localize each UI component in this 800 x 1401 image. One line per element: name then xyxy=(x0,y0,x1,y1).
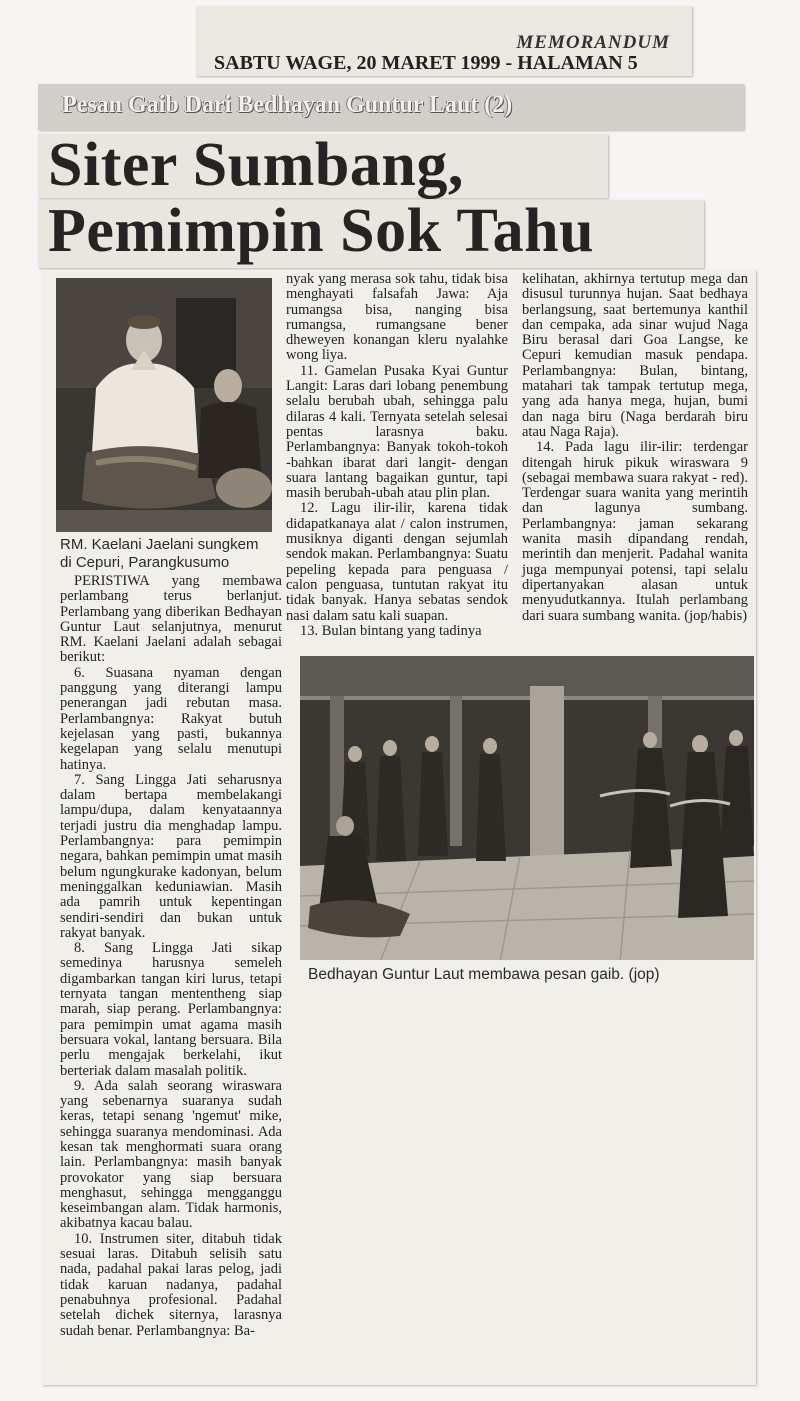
headline-line-2: Pemimpin Sok Tahu xyxy=(48,197,595,265)
paragraph: PERISTIWA yang membawa perlambang terus berlanjut. Perlambang yang diberikan Bedhayan Guntur Laut selanjutnya, menurut RM. Kaelani Jaelani adalah sebagai berikut: xyxy=(60,573,282,666)
paragraph: 7. Sang Lingga Jati seharusnya dalam bertapa membelakangi lampu/dupa, dalam kenyataannya terjadi justru dia menghadap lampu. Perlambangnya: para pemimpin negara, bahkan pemimpin umat masih belum ngungkurake kadonyan, belum meninggalkan keduniawian. Masih ada pamrih untuk kepentingan sendiri-sendiri dan bukan untuk rakyat banyak. xyxy=(60,771,282,941)
paragraph: 9. Ada salah seorang wiraswara yang sebenarnya suaranya sudah keras, tetapi senang 'ngemut' mike, sehingga suaranya mendominasi. Ada kesan tak menghormati suara orang lain. Perlambangnya: masih banyak provokator yang siap bersuara menghasut, sehingga mengganggu keseimbangan alam. Tidak harmonis, akibatnya kacau balau. xyxy=(60,1077,282,1232)
photo-bedhayan-dancers xyxy=(300,656,754,962)
paragraph: nyak yang merasa sok tahu, tidak bisa menghayati falsafah Jawa: Aja rumangsa bisa, nanging bisa rumangsa, rumangsane bener dheweyen konangan kleru nyalahke wong liya. xyxy=(286,271,508,364)
paragraph: 13. Bulan bintang yang tadinya xyxy=(300,622,482,639)
paragraph: 12. Lagu ilir-ilir, karena tidak didapatkanaya alat / calon instrumen, musiknya diganti dengan sejumlah sendok makan. Perlambangnya: Suatu pepeling kepada para penguasa / calon penguasa, tuntutan rakyat itu tidak banyak. Hanya sebatas sendok nasi dalam satu kali suapan. xyxy=(286,500,508,624)
photo-left-caption-line-1: RM. Kaelani Jaelani sungkem xyxy=(60,536,259,553)
photo-left-caption xyxy=(60,536,258,572)
newspaper-name: MEMORANDUM xyxy=(516,32,670,53)
kicker-title: Pesan Gaib Dari Bedhayan Guntur Laut (2) xyxy=(62,92,513,118)
paragraph: 14. Pada lagu ilir-ilir: terdengar ditengah hiruk pikuk wiraswara 9 (sebagai membawa suara rakyat - red). Terdengar suara wanita yang merintih dan lagunya sumbang. Perlambangnya: jaman sekarang wanita masih dipandang rendah, merintih dan menjerit. Padahal wanita juga mempunyai potensi, tapi selalu dipertanyakan alasan untuk menyudutkannya. Itulah perlambang dari suara sumbang wanita. (jop/habis) xyxy=(522,439,748,624)
headline-line-1: Siter Sumbang, xyxy=(48,131,464,199)
photo-kaelani-sungkem xyxy=(56,278,272,532)
photo-left-caption-line-2: di Cepuri, Parangkusumo xyxy=(60,554,230,571)
paragraph: 6. Suasana nyaman dengan panggung yang diterangi lampu penerangan jadi rebutan masa. Perlambangnya: Rakyat butuh kejelasan yang pasti, bukannya kegelapan yang selalu menutupi hatinya. xyxy=(60,664,282,773)
photo-right-caption: Bedhayan Guntur Laut membawa pesan gaib. (jop) xyxy=(308,966,660,983)
masthead-clipping xyxy=(196,6,692,76)
paragraph: 8. Sang Lingga Jati sikap semedinya harusnya semeleh digambarkan tangan kiri lurus, tetapi ternyata tangan mententheng siap marah, siap perang. Perlambangnya: para pemimpin umat agama masih bersuara vokal, lantang bersuara. Bila perlu mengajak berkelahi, ikut berteriak dalam masalah politik. xyxy=(60,940,282,1079)
kicker-banner xyxy=(38,84,744,130)
headline-line-1-clipping xyxy=(38,131,608,199)
article-column-1 xyxy=(60,574,282,1339)
article-column-2 xyxy=(286,272,508,639)
dateline: SABTU WAGE, 20 MARET 1999 - HALAMAN 5 xyxy=(214,52,638,74)
paragraph: 11. Gamelan Pusaka Kyai Guntur Langit: Laras dari lobang penembung selalu berubah ubah, sehingga palu dilaras 4 kali. Ternyata setelah selesai pentas larasnya baku. Perlambangnya: Banyak tokoh-tokoh -bahkan ibarat dari langit- dengan suara lantang bagaikan guntur, tapi masih berubah-ubah atau plin plan. xyxy=(286,362,508,502)
paragraph: 10. Instrumen siter, ditabuh tidak sesuai laras. Ditabuh selisih satu nada, padahal pakai laras pelog, jadi tidak karuan nadanya, padahal penabuhnya profesional. Padahal setelah dichek siternya, larasnya sudah benar. Perlambangnya: Ba- xyxy=(60,1230,282,1339)
headline-line-2-clipping xyxy=(38,197,704,268)
paragraph: kelihatan, akhirnya tertutup mega dan disusul turunnya hujan. Saat bedhaya berlangsung, saat bertemunya kanthil dan cempaka, ada sinar wujud Naga Biru berasal dari Goa Langse, ke Cepuri kemudian masuk pendapa. Perlambangnya: Bulan, bintang, matahari tak tampak tertutup mega, yang ada hanya mega, hujan, bumi dan naga biru (Naga berdarah biru atau Naga Raja). xyxy=(522,271,748,440)
article-column-3 xyxy=(522,272,748,624)
photo-right-caption-box xyxy=(300,960,754,990)
